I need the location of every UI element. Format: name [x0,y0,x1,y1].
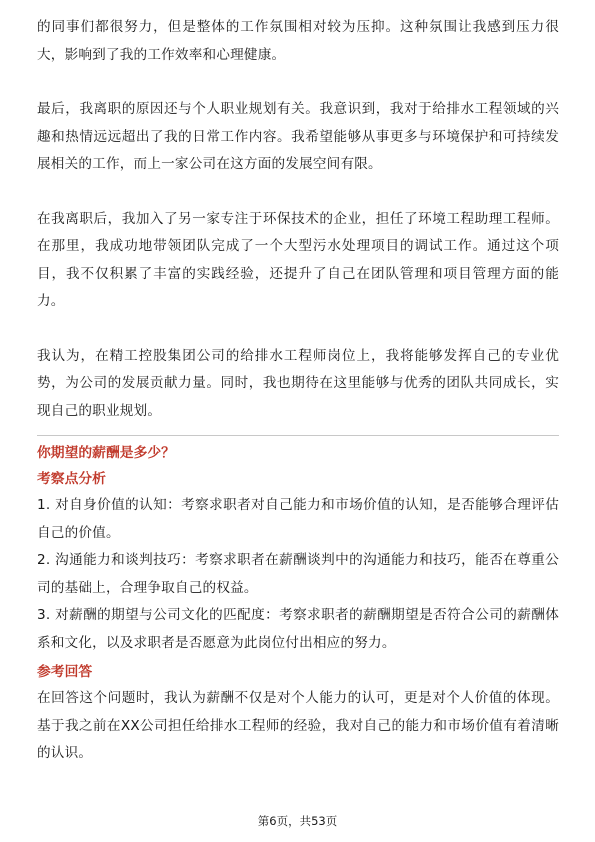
answer-heading: 参考回答 [37,664,93,680]
paragraph-career-plan: 最后，我离职的原因还与个人职业规划有关。我意识到，我对于给排水工程领域的兴趣和热情远远超出了我的日常工作内容。我希望能够从事更多与环境保护和可持续发展相关的工作，而上一家公司在这方面的发展空间有限。 [37,101,559,172]
page-content [37,14,559,768]
paragraph-atmosphere: 的同事们都很努力，但是整体的工作氛围相对较为压抑。这种氛围让我感到压力很大，影响到了我的工作效率和心理健康。 [37,19,559,63]
analysis-item: 1. 对自身价值的认知：考察求职者对自己能力和市场价值的认知，是否能够合理评估自己的价值。 [37,497,559,541]
analysis-item: 3. 对薪酬的期望与公司文化的匹配度：考察求职者的薪酬期望是否符合公司的薪酬体系和文化，以及求职者是否愿意为此岗位付出相应的努力。 [37,607,559,651]
paragraph-expectation: 我认为，在精工控股集团公司的给排水工程师岗位上，我将能够发挥自己的专业优势，为公司的发展贡献力量。同时，我也期待在这里能够与优秀的团队共同成长，实现自己的职业规划。 [37,347,559,419]
section-divider [37,435,559,436]
question-heading: 你期望的薪酬是多少？ [37,445,175,461]
page-number-footer: 第6页，共53页 [257,814,338,828]
analysis-item: 2. 沟通能力和谈判技巧：考察求职者在薪酬谈判中的沟通能力和技巧，能否在尊重公司的基础上，合理争取自己的权益。 [37,552,559,596]
answer-text: 在回答这个问题时，我认为薪酬不仅是对个人能力的认可，更是对个人价值的体现。基于我之前在XX公司担任给排水工程师的经验，我对自己的能力和市场价值有着清晰的认识。 [37,690,559,761]
analysis-heading: 考察点分析 [37,471,106,487]
paragraph-new-job: 在我离职后，我加入了另一家专注于环保技术的企业，担任了环境工程助理工程师。在那里，我成功地带领团队完成了一个大型污水处理项目的调试工作。通过这个项目，我不仅积累了丰富的实践经验，还提升了自己在团队管理和项目管理方面的能力。 [37,210,559,309]
